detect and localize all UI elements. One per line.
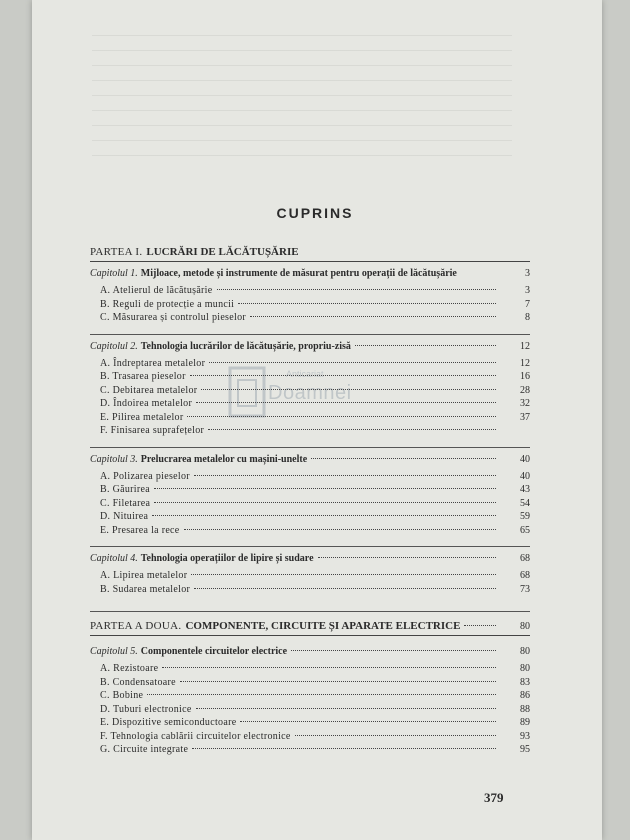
- watermark-subtext: Anticariat: [286, 369, 324, 379]
- toc-entry: A. Atelierul de lăcătușărie 3: [100, 285, 530, 296]
- part-heading: [90, 246, 530, 258]
- chapter-number: Capitolul 5.: [90, 646, 138, 657]
- toc-entry: C. Bobine 86: [100, 690, 530, 701]
- chapter-heading: [90, 341, 530, 352]
- chapter-page: 68: [520, 553, 530, 564]
- divider: [90, 261, 530, 262]
- toc-entry: C. Debitarea metalelor 28: [100, 384, 530, 396]
- page-title: CUPRINS: [276, 205, 354, 221]
- chapter-page: 40: [520, 453, 530, 465]
- divider: [90, 334, 530, 335]
- toc-entry: B. Găurirea 43: [100, 484, 530, 495]
- chapter-number: Capitolul 1.: [90, 268, 138, 279]
- chapter-page: 12: [520, 340, 530, 352]
- divider: [90, 611, 530, 612]
- toc-entry: D. Îndoirea metalelor 32: [100, 398, 530, 409]
- chapter-heading: [90, 268, 530, 279]
- toc-entry: B. Sudarea metalelor 73: [100, 583, 530, 595]
- divider: [90, 546, 530, 547]
- chapter-number: Capitolul 4.: [90, 553, 138, 564]
- toc-entry: B. Reguli de protecție a muncii 7: [100, 298, 530, 310]
- chapter-page: 3: [525, 268, 530, 279]
- part-label: PARTEA A DOUA.: [90, 620, 182, 632]
- toc-entry: C. Măsurarea și controlul pieselor 8: [100, 312, 530, 323]
- part-heading: [90, 620, 530, 632]
- toc-entry: A. Polizarea pieselor 40: [100, 470, 530, 482]
- chapter-page: 80: [520, 646, 530, 657]
- chapter-title: Mijloace, metode și instrumente de măsurat pentru operații de lăcătușărie: [140, 268, 457, 279]
- chapter-title: Tehnologia operațiilor de lipire și sudare: [140, 553, 314, 564]
- toc-entry: D. Tuburi electronice 88: [100, 703, 530, 715]
- chapter-title: Tehnologia lucrărilor de lăcătușărie, propriu-zisă: [140, 340, 351, 352]
- page-number: 379: [484, 790, 504, 805]
- chapter-heading: [90, 454, 530, 465]
- toc-entry: B. Trasarea pieselor 16: [100, 371, 530, 382]
- part-page: 80: [520, 621, 530, 632]
- divider: [90, 447, 530, 448]
- toc-entry: D. Nituirea 59: [100, 511, 530, 522]
- toc-entry: C. Filetarea 54: [100, 497, 530, 509]
- toc-entry: A. Îndreptarea metalelor 12: [100, 357, 530, 369]
- part-label: PARTEA I.: [90, 246, 143, 258]
- chapter-title: Componentele circuitelor electrice: [140, 646, 288, 657]
- part-name: COMPONENTE, CIRCUITE ȘI APARATE ELECTRICE: [185, 620, 461, 632]
- toc-entry: F. Tehnologia cablării circuitelor electronice 93: [100, 730, 530, 742]
- chapter-title: Prelucrarea metalelor cu mașini-unelte: [140, 453, 308, 465]
- toc-entry: A. Lipirea metalelor 68: [100, 570, 530, 581]
- part-name: LUCRĂRI DE LĂCĂTUȘĂRIE: [146, 246, 299, 258]
- toc-entry: A. Rezistoare 80: [100, 663, 530, 674]
- toc-entry: E. Pilirea metalelor 37: [100, 411, 530, 423]
- chapter-number: Capitolul 3.: [90, 453, 138, 465]
- toc-entry: F. Finisarea suprafețelor: [100, 425, 530, 439]
- chapter-heading: [90, 553, 530, 564]
- chapter-number: Capitolul 2.: [90, 340, 138, 352]
- toc-entry: E. Presarea la rece 65: [100, 524, 530, 536]
- toc-entry: B. Condensatoare 83: [100, 676, 530, 688]
- divider: [90, 635, 530, 636]
- chapter-heading: [90, 646, 530, 657]
- toc-entry: E. Dispozitive semiconductoare 89: [100, 717, 530, 728]
- table-of-contents: [90, 246, 530, 758]
- toc-entry: G. Circuite integrate 95: [100, 744, 530, 755]
- watermark-text: Doamnei: [268, 382, 352, 404]
- bleed-through-text: [92, 30, 512, 170]
